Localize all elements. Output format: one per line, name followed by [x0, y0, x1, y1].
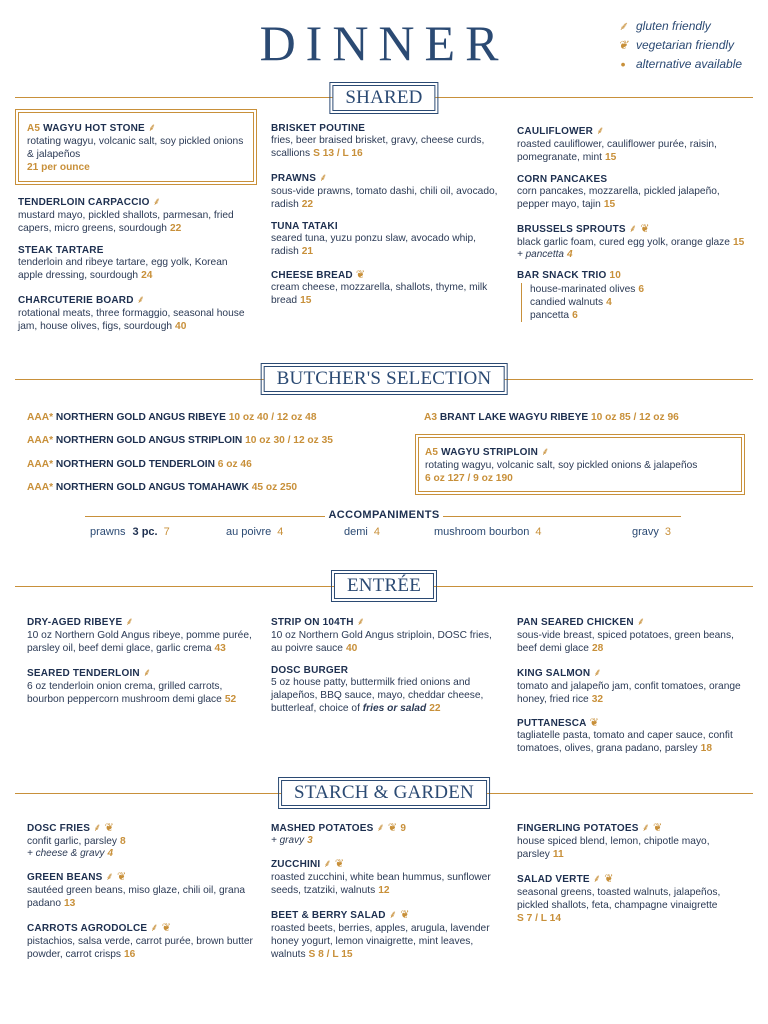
accompaniment-item: prawns 3 pc. 7 — [90, 526, 170, 538]
section-title-butcher: BUTCHER'S SELECTION — [264, 366, 505, 392]
menu-item-green-beans: GREEN BEANS ⸙ ❦ sautéed green beans, miso glaze, chili oil, grana padano 13 — [27, 871, 246, 909]
leaf-icon: ❦ — [617, 37, 629, 52]
wheat-icon: ⸙ — [105, 871, 114, 883]
menu-item-charcuterie: CHARCUTERIE BOARD ⸙ rotational meats, three formaggio, seasonal house jam, house olives, figs, sourdough 40 — [18, 294, 245, 332]
menu-item-dosc-fries: DOSC FRIES ⸙ ❦ confit garlic, parsley 8 + cheese & gravy 4 — [27, 822, 126, 859]
menu-item-carpaccio: TENDERLOIN CARPACCIO ⸙ mustard mayo, pickled shallots, parmesan, fried capers, micro greens, sourdough 22 — [18, 196, 234, 234]
menu-item-tuna-tataki: TUNA TATAKI seared tuna, yuzu ponzu slaw, avocado whip, radish 21 — [271, 221, 477, 257]
menu-item-pan-seared-chicken: PAN SEARED CHICKEN ⸙ sous-vide breast, spiced potatoes, green beans, beef demi glace 28 — [517, 616, 734, 654]
leaf-icon: ❦ — [104, 822, 114, 834]
legend-gluten: ⸙ gluten friendly — [614, 16, 742, 35]
menu-item-brisket-poutine: BRISKET POUTINE fries, beer braised brisket, gravy, cheese curds, scallions S 13 / L 16 — [271, 123, 485, 159]
list-item: pancetta 6 — [530, 310, 578, 321]
section-title-shared: SHARED — [332, 85, 435, 111]
leaf-icon: ❦ — [334, 858, 345, 870]
menu-title: DINNER — [259, 15, 509, 71]
menu-item-dry-aged-ribeye: DRY-AGED RIBEYE ⸙ 10 oz Northern Gold Angus ribeye, pomme purée, parsley oil, beef demi glace, garlic crema 43 — [27, 616, 252, 654]
wheat-icon: ⸙ — [147, 122, 157, 134]
leaf-icon: ❦ — [355, 269, 366, 281]
butcher-item-striploin: AAA* NORTHERN GOLD ANGUS STRIPLOIN 10 oz 30 / 12 oz 35 — [27, 435, 333, 446]
entree-col-3 — [517, 614, 749, 765]
list-item: candied walnuts 4 — [530, 297, 612, 308]
menu-item-king-salmon: KING SALMON ⸙ tomato and jalapeño jam, confit tomatoes, orange honey, fried rice 32 — [517, 667, 741, 705]
leaf-icon: ❦ — [604, 873, 614, 885]
wheat-icon: ⸙ — [592, 873, 602, 885]
shared-col-1 — [18, 112, 254, 343]
wheat-icon: ⸙ — [388, 909, 398, 921]
leaf-icon: ❦ — [117, 871, 127, 883]
wheat-icon: ⸙ — [618, 19, 628, 33]
wheat-icon: ⸙ — [319, 172, 328, 184]
shared-col-2 — [271, 123, 503, 317]
leaf-icon: ❦ — [387, 822, 398, 834]
menu-item-salad-verte: SALAD VERTE ⸙ ❦ seasonal greens, toasted walnuts, jalapeños, pickled shallots, feta, champagne vinaigrette S 7 / L 14 — [517, 873, 721, 924]
accompaniment-item: gravy 3 — [632, 526, 672, 538]
trio-list — [521, 283, 749, 322]
wheat-icon: ⸙ — [636, 616, 646, 628]
shared-col-3 — [517, 123, 749, 332]
wheat-icon: ⸙ — [356, 616, 366, 628]
accompaniment-item: mushroom bourbon 4 — [434, 526, 542, 538]
legend-alternative: • alternative available — [614, 54, 742, 73]
menu-item-seared-tenderloin: SEARED TENDERLOIN ⸙ 6 oz tenderloin onion crema, grilled carrots, bourbon peppercorn mushroom demi glace 52 — [27, 667, 237, 705]
menu-item-zucchini: ZUCCHINI ⸙ ❦ roasted zucchini, white bean hummus, sunflower seeds, tzatziki, walnuts 12 — [271, 858, 491, 896]
starch-col-3 — [517, 820, 749, 935]
wheat-icon: ⸙ — [628, 223, 638, 235]
starch-col-1 — [27, 820, 259, 971]
menu-item-corn-pancakes: CORN PANCAKES corn pancakes, mozzarella, pickled jalapeño, pepper mayo, tajin 15 — [517, 174, 720, 210]
dietary-legend — [614, 16, 742, 73]
leaf-icon: ❦ — [161, 922, 172, 934]
wheat-icon: ⸙ — [596, 125, 605, 137]
wheat-icon: ⸙ — [150, 922, 159, 934]
leaf-icon: ❦ — [400, 909, 410, 921]
menu-item-puttanesca: PUTTANESCA ❦ tagliatelle pasta, tomato and caper sauce, confit tomatoes, olives, grana padano, parsley 18 — [517, 717, 733, 754]
starch-col-2 — [271, 820, 503, 971]
butcher-item-brant-lake: A3 BRANT LAKE WAGYU RIBEYE 10 oz 85 / 12 oz 96 — [424, 412, 679, 423]
menu-item-prawns: PRAWNS ⸙ sous-vide prawns, tomato dashi, chili oil, avocado, radish 22 — [271, 172, 498, 210]
wheat-icon: ⸙ — [593, 667, 602, 679]
menu-item-strip-104th: STRIP ON 104TH ⸙ 10 oz Northern Gold Angus striploin, DOSC fries, au poivre sauce 40 — [271, 616, 492, 654]
menu-item-steak-tartare: STEAK TARTARE tenderloin and ribeye tartare, egg yolk, Korean apple dressing, sourdough 24 — [18, 245, 228, 281]
wheat-icon: ⸙ — [641, 822, 651, 834]
accompaniment-item: demi 4 — [344, 526, 380, 538]
accompaniments-title: ACCOMPANIMENTS — [328, 509, 440, 521]
accompaniment-item: au poivre 4 — [226, 526, 284, 538]
wheat-icon: ⸙ — [93, 822, 102, 834]
section-title-starch-garden: STARCH & GARDEN — [281, 780, 487, 806]
wheat-icon: ⸙ — [323, 858, 332, 870]
list-item: house-marinated olives 6 — [530, 284, 644, 295]
menu-item-mashed-potatoes: MASHED POTATOES ⸙ ❦ 9 + gravy 3 — [271, 822, 407, 846]
wheat-icon: ⸙ — [152, 196, 162, 208]
legend-vegetarian: ❦ vegetarian friendly — [614, 35, 742, 54]
leaf-icon: ❦ — [653, 822, 663, 834]
wheat-icon: ⸙ — [136, 294, 146, 306]
section-title-entree: ENTRÉE — [334, 573, 434, 599]
menu-item-dosc-burger: DOSC BURGER 5 oz house patty, buttermilk fried onions and jalapeños, BBQ sauce, mayo, cheddar cheese, butterleaf, choice of fries or salad 22 — [271, 665, 484, 714]
leaf-icon: ❦ — [589, 717, 600, 729]
leaf-icon: ❦ — [640, 223, 650, 235]
butcher-item-ribeye: AAA* NORTHERN GOLD ANGUS RIBEYE 10 oz 40 / 12 oz 48 — [27, 412, 317, 423]
menu-item-brussels-sprouts: BRUSSELS SPROUTS ⸙ ❦ black garlic foam, cured egg yolk, orange glaze 15 + pancetta 4 — [517, 223, 745, 260]
wheat-icon: ⸙ — [125, 616, 134, 628]
wheat-icon: ⸙ — [541, 446, 550, 458]
wheat-icon: ⸙ — [376, 822, 385, 834]
wheat-icon: ⸙ — [142, 667, 152, 679]
menu-item-cauliflower: CAULIFLOWER ⸙ roasted cauliflower, cauliflower purée, raisin, pomegranate, mint 15 — [517, 125, 717, 163]
menu-item-carrots-agrodolce: CARROTS AGRODOLCE ⸙ ❦ pistachios, salsa verde, carrot purée, brown butter powder, carrot crisps 16 — [27, 922, 253, 960]
entree-col-2 — [271, 614, 503, 725]
menu-item-cheese-bread: CHEESE BREAD ❦ cream cheese, mozzarella, shallots, thyme, milk bread 15 — [271, 269, 488, 306]
butcher-item-tomahawk: AAA* NORTHERN GOLD ANGUS TOMAHAWK 45 oz 250 — [27, 482, 298, 493]
menu-item-fingerling-potatoes: FINGERLING POTATOES ⸙ ❦ house spiced blend, lemon, chipotle mayo, parsley 11 — [517, 822, 710, 860]
entree-col-1 — [27, 614, 259, 716]
butcher-item-tenderloin: AAA* NORTHERN GOLD TENDERLOIN 6 oz 46 — [27, 459, 252, 470]
dot-icon: • — [620, 55, 626, 72]
menu-item-beet-berry-salad: BEET & BERRY SALAD ⸙ ❦ roasted beets, berries, apples, arugula, lavender honey yogurt, lemon vinaigrette, mint leaves, walnuts S 8 / L 15 — [271, 909, 490, 960]
menu-item-wagyu-hot-stone: A5 WAGYU HOT STONE ⸙ rotating wagyu, volcanic salt, soy pickled onions & jalapeños 21 per ounce — [18, 112, 254, 182]
menu-item-bar-snack-trio: BAR SNACK TRIO 10 house-marinated olives 6 candied walnuts 4 pancetta 6 — [517, 270, 749, 322]
butcher-item-wagyu-striploin: A5 WAGYU STRIPLOIN ⸙ rotating wagyu, volcanic salt, soy pickled onions & jalapeños 6 oz 127 / 9 oz 190 — [418, 437, 742, 492]
